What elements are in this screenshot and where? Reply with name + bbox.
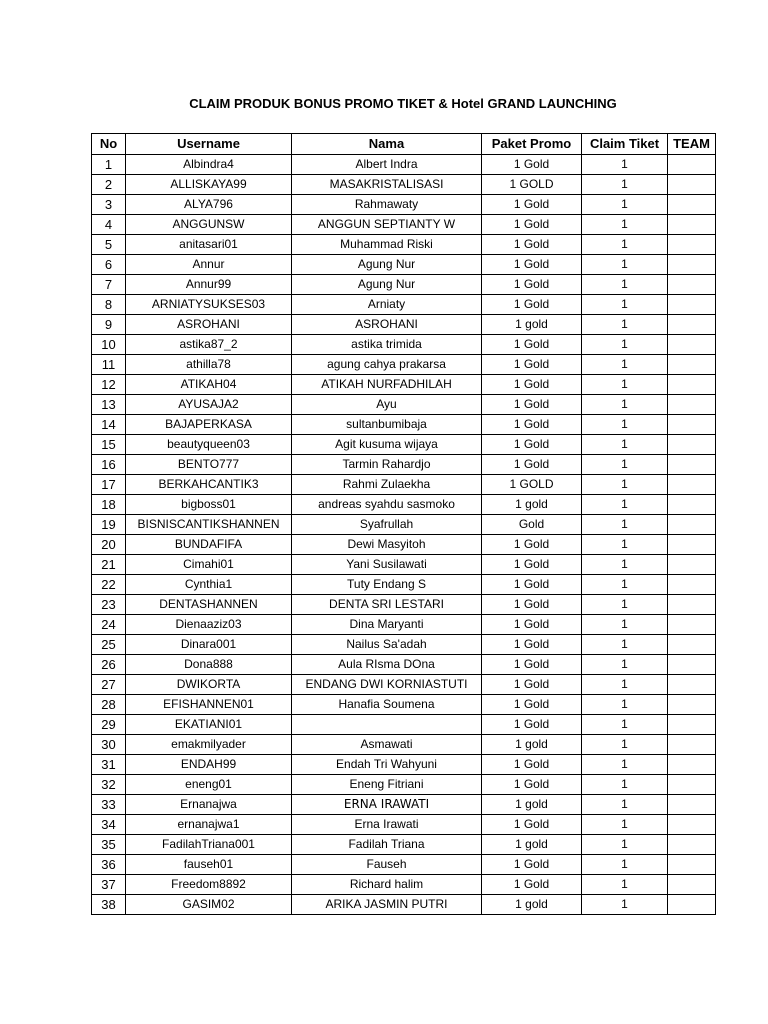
cell-username: Dona888 [126,655,292,675]
cell-username: Albindra4 [126,155,292,175]
cell-claim-tiket: 1 [582,335,668,355]
cell-no: 28 [92,695,126,715]
cell-team [668,855,716,875]
cell-username: DWIKORTA [126,675,292,695]
cell-paket-promo: 1 gold [482,495,582,515]
table-row [92,495,716,515]
cell-username: ANGGUNSW [126,215,292,235]
cell-username: anitasari01 [126,235,292,255]
cell-no: 26 [92,655,126,675]
cell-no: 24 [92,615,126,635]
cell-username: BERKAHCANTIK3 [126,475,292,495]
table-row [92,275,716,295]
cell-nama: Yani Susilawati [292,555,482,575]
cell-username: Cimahi01 [126,555,292,575]
table-row [92,855,716,875]
table-row [92,535,716,555]
cell-nama: astika trimida [292,335,482,355]
cell-nama: ENDANG DWI KORNIASTUTI [292,675,482,695]
cell-claim-tiket: 1 [582,875,668,895]
cell-claim-tiket: 1 [582,755,668,775]
cell-no: 2 [92,175,126,195]
cell-claim-tiket: 1 [582,615,668,635]
cell-team [668,595,716,615]
cell-team [668,255,716,275]
cell-team [668,675,716,695]
cell-nama: Syafrullah [292,515,482,535]
table-row [92,415,716,435]
cell-username: fauseh01 [126,855,292,875]
cell-team [668,755,716,775]
cell-no: 5 [92,235,126,255]
cell-claim-tiket: 1 [582,315,668,335]
claim-table [91,133,716,915]
cell-claim-tiket: 1 [582,895,668,915]
cell-username: AYUSAJA2 [126,395,292,415]
cell-paket-promo: 1 Gold [482,695,582,715]
cell-paket-promo: 1 Gold [482,615,582,635]
cell-paket-promo: 1 Gold [482,155,582,175]
cell-username: ASROHANI [126,315,292,335]
cell-paket-promo: 1 gold [482,735,582,755]
cell-username: ATIKAH04 [126,375,292,395]
cell-nama: Rahmi Zulaekha [292,475,482,495]
table-row [92,455,716,475]
cell-team [668,415,716,435]
cell-username: bigboss01 [126,495,292,515]
cell-no: 13 [92,395,126,415]
table-row [92,155,716,175]
cell-no: 6 [92,255,126,275]
cell-claim-tiket: 1 [582,175,668,195]
cell-paket-promo: 1 Gold [482,875,582,895]
cell-claim-tiket: 1 [582,215,668,235]
cell-paket-promo: 1 Gold [482,595,582,615]
cell-username: Dienaaziz03 [126,615,292,635]
cell-username: ENDAH99 [126,755,292,775]
cell-claim-tiket: 1 [582,415,668,435]
cell-no: 25 [92,635,126,655]
cell-claim-tiket: 1 [582,275,668,295]
table-row [92,515,716,535]
table-row [92,615,716,635]
cell-no: 17 [92,475,126,495]
header-paket-promo: Paket Promo [482,134,582,155]
cell-username: athilla78 [126,355,292,375]
cell-team [668,795,716,815]
table-row [92,195,716,215]
table-row [92,255,716,275]
cell-username: Annur [126,255,292,275]
cell-nama: Dewi Masyitoh [292,535,482,555]
cell-claim-tiket: 1 [582,555,668,575]
cell-username: Annur99 [126,275,292,295]
cell-paket-promo: 1 Gold [482,215,582,235]
document-title: CLAIM PRODUK BONUS PROMO TIKET & Hotel GRAND LAUNCHING [189,96,617,111]
cell-team [668,175,716,195]
cell-no: 19 [92,515,126,535]
cell-no: 29 [92,715,126,735]
cell-no: 7 [92,275,126,295]
cell-team [668,315,716,335]
cell-team [668,815,716,835]
cell-nama: Tarmin Rahardjo [292,455,482,475]
table-row [92,775,716,795]
cell-username: BENTO777 [126,455,292,475]
cell-team [668,335,716,355]
cell-paket-promo: 1 Gold [482,635,582,655]
table-row [92,375,716,395]
cell-no: 3 [92,195,126,215]
cell-nama: Dina Maryanti [292,615,482,635]
cell-no: 37 [92,875,126,895]
cell-nama: Eneng Fitriani [292,775,482,795]
cell-team [668,435,716,455]
cell-claim-tiket: 1 [582,795,668,815]
cell-username: astika87_2 [126,335,292,355]
cell-no: 9 [92,315,126,335]
cell-team [668,275,716,295]
cell-nama: ASROHANI [292,315,482,335]
cell-claim-tiket: 1 [582,835,668,855]
cell-username: eneng01 [126,775,292,795]
cell-paket-promo: 1 Gold [482,855,582,875]
table-row [92,815,716,835]
table-row [92,555,716,575]
cell-paket-promo: 1 Gold [482,655,582,675]
cell-no: 8 [92,295,126,315]
cell-no: 4 [92,215,126,235]
table-row [92,335,716,355]
cell-username: ernanajwa1 [126,815,292,835]
cell-team [668,455,716,475]
cell-nama: andreas syahdu sasmoko [292,495,482,515]
cell-claim-tiket: 1 [582,455,668,475]
cell-username: Ernanajwa [126,795,292,815]
cell-paket-promo: 1 Gold [482,375,582,395]
cell-team [668,875,716,895]
cell-username: EKATIANI01 [126,715,292,735]
header-claim-tiket: Claim Tiket [582,134,668,155]
cell-no: 16 [92,455,126,475]
cell-nama: ARIKA JASMIN PUTRI [292,895,482,915]
cell-claim-tiket: 1 [582,475,668,495]
cell-no: 22 [92,575,126,595]
cell-claim-tiket: 1 [582,775,668,795]
cell-username: ALLISKAYA99 [126,175,292,195]
cell-paket-promo: 1 Gold [482,775,582,795]
cell-username: BUNDAFIFA [126,535,292,555]
table-row [92,215,716,235]
cell-paket-promo: 1 Gold [482,395,582,415]
cell-team [668,835,716,855]
table-row [92,755,716,775]
table-row [92,715,716,735]
cell-username: FadilahTriana001 [126,835,292,855]
table-row [92,355,716,375]
cell-team [668,635,716,655]
cell-team [668,575,716,595]
cell-team [668,295,716,315]
cell-no: 12 [92,375,126,395]
cell-no: 10 [92,335,126,355]
cell-username: ARNIATYSUKSES03 [126,295,292,315]
cell-team [668,735,716,755]
cell-team [668,775,716,795]
cell-claim-tiket: 1 [582,235,668,255]
table-row [92,655,716,675]
cell-nama: Hanafia Soumena [292,695,482,715]
cell-nama: Tuty Endang S [292,575,482,595]
cell-no: 36 [92,855,126,875]
cell-no: 20 [92,535,126,555]
cell-claim-tiket: 1 [582,695,668,715]
cell-no: 1 [92,155,126,175]
cell-claim-tiket: 1 [582,535,668,555]
cell-team [668,615,716,635]
table-row [92,295,716,315]
cell-no: 30 [92,735,126,755]
cell-team [668,535,716,555]
cell-no: 32 [92,775,126,795]
cell-nama: Aula RIsma DOna [292,655,482,675]
cell-nama: Fauseh [292,855,482,875]
cell-nama: Agung Nur [292,275,482,295]
cell-no: 27 [92,675,126,695]
cell-team [668,395,716,415]
cell-paket-promo: 1 gold [482,315,582,335]
cell-claim-tiket: 1 [582,715,668,735]
cell-paket-promo: 1 Gold [482,455,582,475]
table-row [92,315,716,335]
cell-claim-tiket: 1 [582,495,668,515]
table-row [92,395,716,415]
cell-nama: Erna Irawati [292,815,482,835]
cell-paket-promo: Gold [482,515,582,535]
cell-claim-tiket: 1 [582,655,668,675]
cell-nama: Rahmawaty [292,195,482,215]
cell-paket-promo: 1 Gold [482,335,582,355]
cell-claim-tiket: 1 [582,395,668,415]
cell-no: 15 [92,435,126,455]
table-row [92,735,716,755]
cell-username: Cynthia1 [126,575,292,595]
cell-nama: Asmawati [292,735,482,755]
cell-username: BAJAPERKASA [126,415,292,435]
cell-team [668,555,716,575]
cell-claim-tiket: 1 [582,575,668,595]
cell-nama [292,715,482,735]
cell-no: 18 [92,495,126,515]
cell-team [668,895,716,915]
cell-no: 23 [92,595,126,615]
cell-paket-promo: 1 Gold [482,355,582,375]
cell-claim-tiket: 1 [582,375,668,395]
cell-nama: Albert Indra [292,155,482,175]
cell-nama: Agit kusuma wijaya [292,435,482,455]
cell-username: GASIM02 [126,895,292,915]
cell-nama: MASAKRISTALISASI [292,175,482,195]
cell-no: 11 [92,355,126,375]
cell-no: 21 [92,555,126,575]
cell-nama: Ayu [292,395,482,415]
table-row [92,635,716,655]
cell-username: emakmilyader [126,735,292,755]
cell-no: 35 [92,835,126,855]
cell-nama: Muhammad Riski [292,235,482,255]
table-row [92,575,716,595]
cell-nama: Fadilah Triana [292,835,482,855]
cell-paket-promo: 1 Gold [482,275,582,295]
cell-claim-tiket: 1 [582,635,668,655]
cell-team [668,195,716,215]
cell-nama: Agung Nur [292,255,482,275]
cell-nama: Nailus Sa'adah [292,635,482,655]
table-row [92,475,716,495]
cell-paket-promo: 1 Gold [482,195,582,215]
cell-paket-promo: 1 Gold [482,815,582,835]
cell-claim-tiket: 1 [582,295,668,315]
cell-team [668,355,716,375]
table-header-row [92,134,716,155]
cell-paket-promo: 1 Gold [482,555,582,575]
cell-paket-promo: 1 Gold [482,435,582,455]
cell-team [668,715,716,735]
header-team: TEAM [668,134,716,155]
cell-nama: sultanbumibaja [292,415,482,435]
cell-paket-promo: 1 Gold [482,235,582,255]
cell-no: 14 [92,415,126,435]
table-row [92,875,716,895]
cell-team [668,655,716,675]
cell-claim-tiket: 1 [582,515,668,535]
cell-team [668,215,716,235]
cell-claim-tiket: 1 [582,155,668,175]
cell-paket-promo: 1 Gold [482,255,582,275]
cell-username: ALYA796 [126,195,292,215]
cell-username: Dinara001 [126,635,292,655]
table-row [92,675,716,695]
cell-username: beautyqueen03 [126,435,292,455]
cell-claim-tiket: 1 [582,815,668,835]
cell-nama: ATIKAH NURFADHILAH [292,375,482,395]
cell-nama: Endah Tri Wahyuni [292,755,482,775]
cell-team [668,515,716,535]
cell-paket-promo: 1 gold [482,795,582,815]
table-row [92,895,716,915]
cell-paket-promo: 1 gold [482,835,582,855]
table-row [92,695,716,715]
table-row [92,595,716,615]
table-row [92,175,716,195]
cell-nama: DENTA SRI LESTARI [292,595,482,615]
table-row [92,835,716,855]
header-nama: Nama [292,134,482,155]
cell-no: 31 [92,755,126,775]
cell-username: Freedom8892 [126,875,292,895]
cell-nama: ANGGUN SEPTIANTY W [292,215,482,235]
table-body [92,155,716,915]
cell-claim-tiket: 1 [582,435,668,455]
cell-nama: ERNA IRAWATI [292,795,482,815]
cell-team [668,495,716,515]
cell-paket-promo: 1 Gold [482,675,582,695]
cell-claim-tiket: 1 [582,855,668,875]
cell-team [668,475,716,495]
cell-paket-promo: 1 Gold [482,755,582,775]
cell-team [668,235,716,255]
header-username: Username [126,134,292,155]
cell-claim-tiket: 1 [582,255,668,275]
cell-paket-promo: 1 GOLD [482,475,582,495]
cell-nama: agung cahya prakarsa [292,355,482,375]
cell-claim-tiket: 1 [582,355,668,375]
header-no: No [92,134,126,155]
cell-claim-tiket: 1 [582,195,668,215]
cell-claim-tiket: 1 [582,675,668,695]
cell-nama: Arniaty [292,295,482,315]
cell-claim-tiket: 1 [582,595,668,615]
cell-team [668,375,716,395]
cell-paket-promo: 1 Gold [482,415,582,435]
table-row [92,235,716,255]
cell-no: 38 [92,895,126,915]
cell-paket-promo: 1 Gold [482,575,582,595]
cell-username: BISNISCANTIKSHANNEN [126,515,292,535]
cell-username: DENTASHANNEN [126,595,292,615]
cell-paket-promo: 1 GOLD [482,175,582,195]
cell-claim-tiket: 1 [582,735,668,755]
cell-paket-promo: 1 gold [482,895,582,915]
cell-team [668,695,716,715]
cell-paket-promo: 1 Gold [482,715,582,735]
cell-no: 33 [92,795,126,815]
cell-team [668,155,716,175]
cell-nama: Richard halim [292,875,482,895]
cell-username: EFISHANNEN01 [126,695,292,715]
cell-no: 34 [92,815,126,835]
table-row [92,795,716,815]
table-row [92,435,716,455]
cell-paket-promo: 1 Gold [482,535,582,555]
cell-paket-promo: 1 Gold [482,295,582,315]
